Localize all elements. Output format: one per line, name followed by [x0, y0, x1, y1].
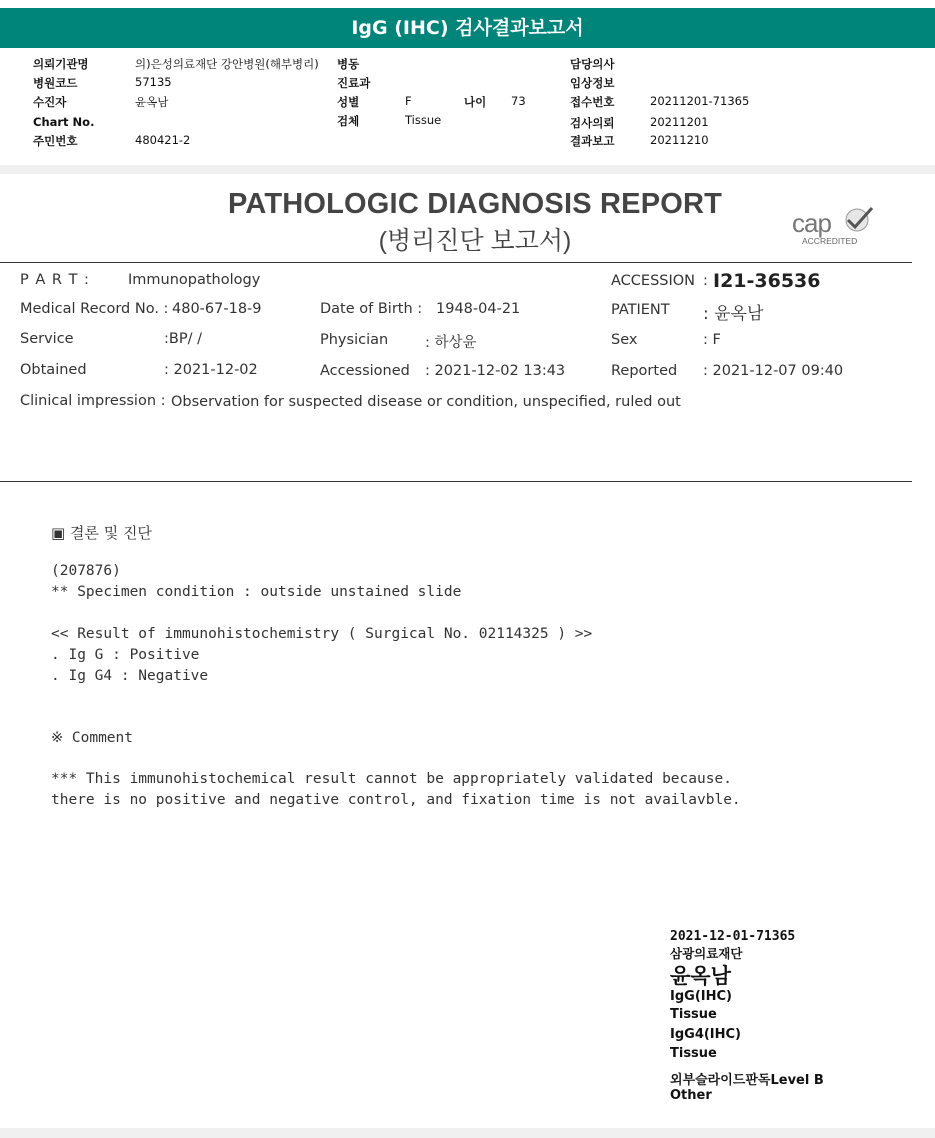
service-label: Service	[20, 331, 74, 347]
igg4-result-line: . Ig G4 : Negative	[51, 668, 209, 684]
clinical-info-label: 임상정보	[570, 76, 615, 90]
physician-value: : 하상윤	[425, 335, 477, 351]
age-value: 73	[511, 94, 526, 108]
chart-label: Chart No.	[33, 115, 95, 129]
stamp-note: 외부슬라이드판독Level B	[670, 1073, 824, 1088]
dob-value: 1948-04-21	[436, 301, 521, 317]
cap-logo-text: cap	[792, 208, 831, 238]
pathology-report-subtitle: (병리진단 보고서)	[378, 227, 572, 255]
middle-rule	[0, 481, 912, 482]
reported-value: : 2021-12-07 09:40	[703, 363, 844, 379]
accession-label: ACCESSION	[611, 273, 696, 289]
accessioned-label: Accessioned	[320, 363, 410, 379]
sex-report-value: : F	[703, 332, 721, 348]
department-label: 진료과	[337, 76, 371, 90]
obtained-value: : 2021-12-02	[164, 362, 258, 378]
service-value: :BP/ /	[164, 331, 202, 347]
specimen-condition-line: ** Specimen condition : outside unstained slide	[51, 584, 462, 600]
institution-value: 의)은성의료재단 강안병원(해부병리)	[135, 57, 319, 71]
sex-report-label: Sex	[611, 332, 638, 348]
request-value: 20211201	[650, 115, 709, 129]
stamp-specimen-2: Tissue	[670, 1046, 717, 1061]
receipt-value: 20211201-71365	[650, 94, 750, 108]
age-label: 나이	[464, 95, 487, 109]
igg-result-line: . Ig G : Positive	[51, 647, 200, 663]
separator-bar	[0, 165, 935, 174]
ward-label: 병동	[337, 57, 360, 71]
stamp-receipt-number: 2021-12-01-71365	[670, 929, 796, 944]
result-value: 20211210	[650, 133, 709, 147]
clinical-impression-value: Observation for suspected disease or condition, unspecified, ruled out	[171, 394, 681, 410]
mrn-value: 480-67-18-9	[172, 301, 262, 317]
hospital-code-label: 병원코드	[33, 76, 78, 90]
id-label: 주민번호	[33, 134, 78, 148]
part-value: Immunopathology	[128, 272, 261, 288]
physician-label: Physician	[320, 332, 389, 348]
stamp-test-1: IgG(IHC)	[670, 989, 732, 1004]
pathology-report-title: PATHOLOGIC DIAGNOSIS REPORT	[227, 188, 723, 220]
id-value: 480421-2	[135, 133, 191, 147]
result-label: 결과보고	[570, 134, 615, 148]
reported-label: Reported	[611, 363, 678, 379]
specimen-label: 검체	[337, 114, 360, 128]
report-title-bar	[0, 8, 935, 48]
ihc-result-heading: << Result of immunohistochemistry ( Surgical No. 02114325 ) >>	[51, 626, 593, 642]
accession-value: I21-36536	[713, 270, 821, 292]
sex-value: F	[405, 94, 412, 108]
specimen-id-line: (207876)	[51, 563, 121, 579]
accession-colon: :	[703, 273, 708, 289]
accessioned-value: : 2021-12-02 13:43	[425, 363, 566, 379]
stamp-test-2: IgG4(IHC)	[670, 1027, 741, 1042]
conclusion-section-title: ▣ 결론 및 진단	[51, 524, 152, 542]
mrn-label: Medical Record No. :	[20, 301, 169, 317]
part-label: P A R T :	[20, 272, 90, 288]
comment-line-2: there is no positive and negative control, and fixation time is not availavble.	[51, 792, 741, 808]
report-title: IgG (IHC) 검사결과보고서	[351, 17, 584, 39]
cap-accredited-logo	[792, 208, 878, 248]
patient-name-value: : 윤옥남	[703, 304, 764, 324]
stamp-other: Other	[670, 1088, 712, 1103]
institution-label: 의뢰기관명	[33, 57, 89, 71]
doctor-label: 담당의사	[570, 57, 615, 71]
specimen-value: Tissue	[405, 113, 442, 127]
cap-accredited-text: ACCREDITED	[802, 236, 858, 246]
stamp-specimen-1: Tissue	[670, 1007, 717, 1022]
patient-label: 수진자	[33, 95, 67, 109]
comment-heading: ※ Comment	[51, 730, 133, 746]
request-info-panel	[0, 48, 935, 166]
patient-name-label: PATIENT	[611, 302, 670, 318]
request-label: 검사의뢰	[570, 116, 615, 130]
stamp-patient-name: 윤옥남	[670, 964, 731, 988]
obtained-label: Obtained	[20, 362, 87, 378]
comment-line-1: *** This immunohistochemical result cannot be appropriately validated because.	[51, 771, 732, 787]
receipt-label: 접수번호	[570, 95, 615, 109]
clinical-impression-label: Clinical impression :	[20, 393, 166, 409]
sex-label: 성별	[337, 95, 360, 109]
dob-label: Date of Birth :	[320, 301, 423, 317]
patient-value: 윤옥남	[135, 95, 169, 109]
checkmark-icon	[840, 206, 874, 236]
hospital-code-value: 57135	[135, 75, 172, 89]
top-rule	[0, 262, 912, 263]
stamp-foundation: 삼광의료재단	[670, 946, 743, 961]
bottom-bar	[0, 1128, 935, 1138]
